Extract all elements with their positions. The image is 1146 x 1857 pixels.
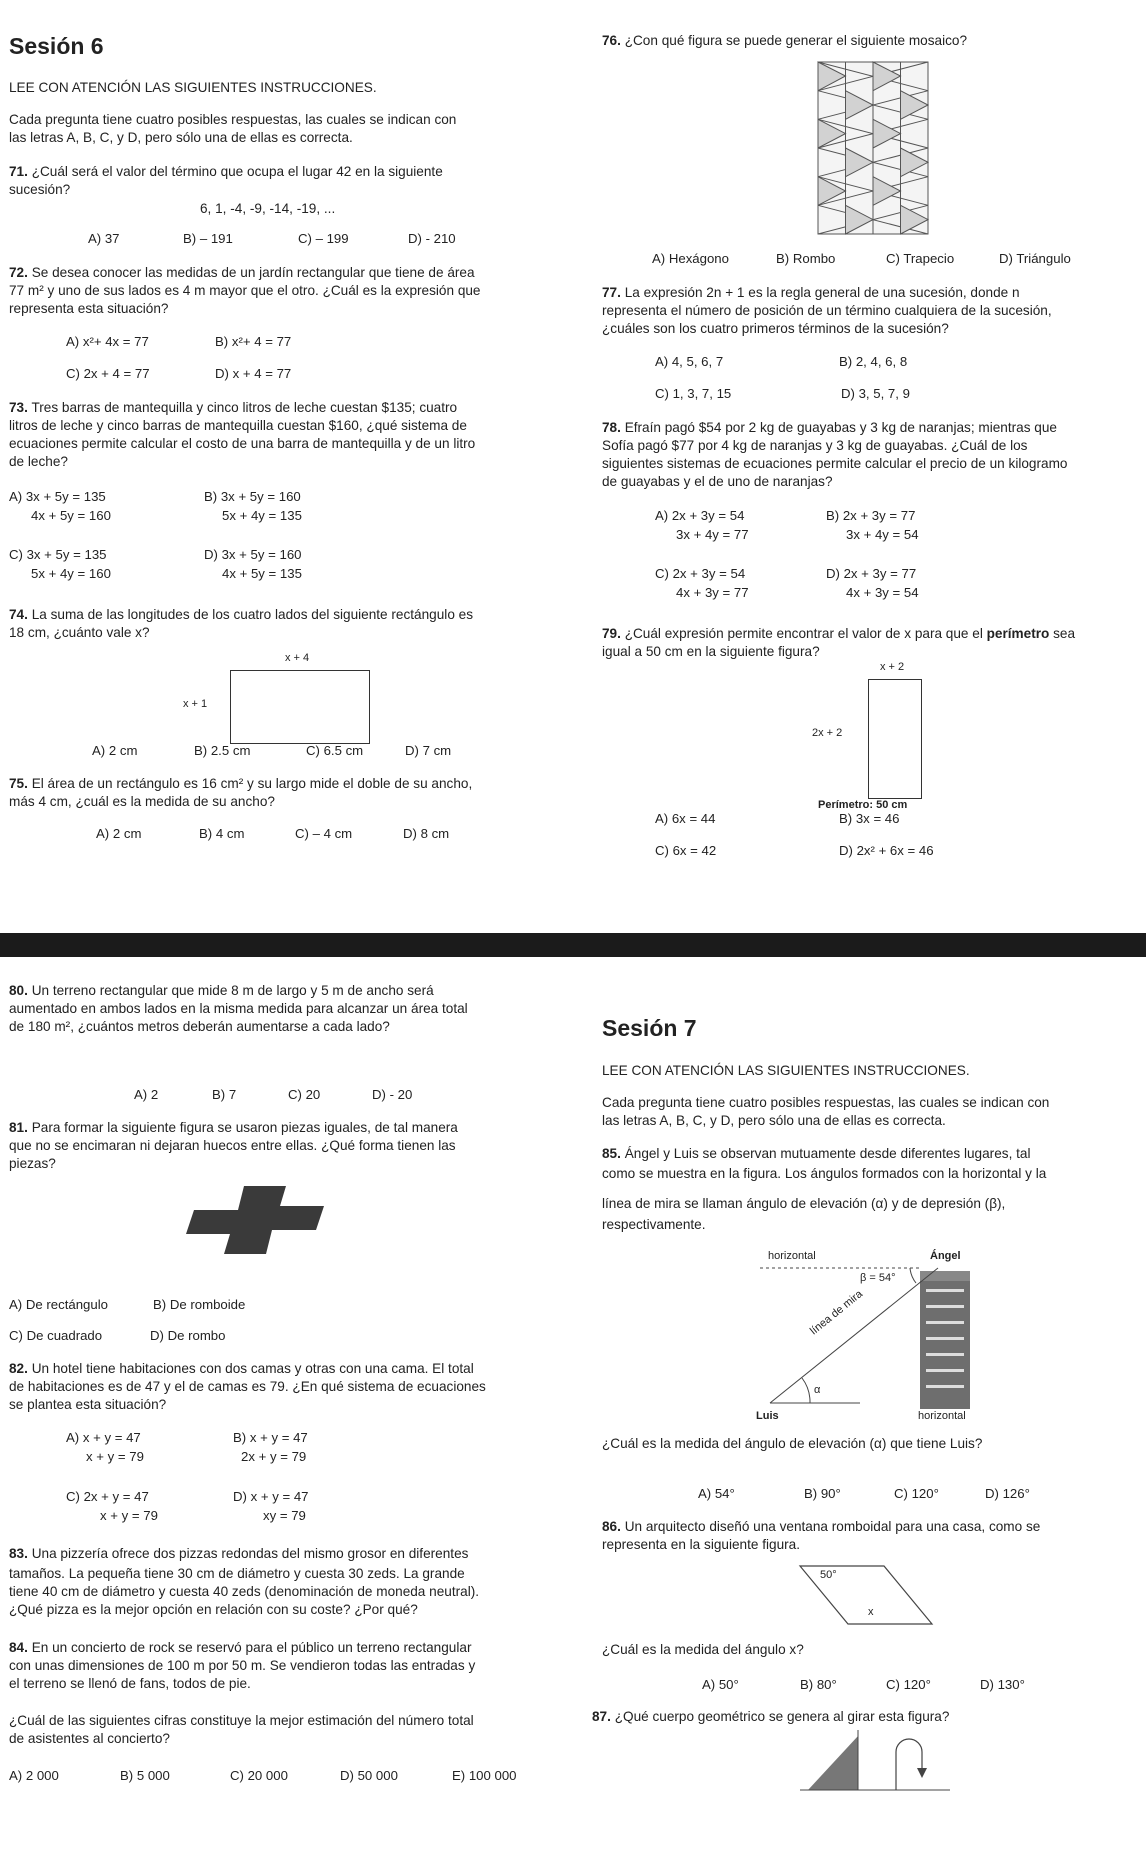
question-87 [592, 1709, 949, 1725]
session6-instructions-heading: LEE CON ATENCIÓN LAS SIGUIENTES INSTRUCCIONES. [9, 80, 377, 95]
option-d-line2: 4x + 5y = 135 [222, 566, 302, 581]
question-76 [602, 33, 967, 49]
question-number: 86. [602, 1519, 621, 1534]
question-number: 80. [9, 983, 28, 998]
question-number: 79. [602, 626, 621, 641]
question-86-line2: representa en la siguiente figura. [602, 1537, 800, 1552]
question-number: 73. [9, 400, 28, 415]
rectangle-figure [868, 679, 922, 799]
question-73-line2: litros de leche y cinco barras de mantequilla cuestan $160, ¿qué sistema de [9, 418, 467, 433]
option-b[interactable]: B) 5 000 [120, 1768, 170, 1783]
rectangle-figure [230, 670, 370, 744]
option-e[interactable]: E) 100 000 [452, 1768, 517, 1783]
question-73-line3: ecuaciones permite calcular el costo de una barra de mantequilla y de un litro [9, 436, 476, 451]
question-number: 81. [9, 1120, 28, 1135]
question-72 [9, 265, 475, 281]
luis-label: Luis [756, 1410, 779, 1422]
option-b[interactable]: B) x + y = 47 [233, 1430, 308, 1445]
horizontal-bottom-label: horizontal [918, 1410, 966, 1422]
question-text-end: sea [1049, 626, 1076, 641]
option-d[interactable]: D) 7 cm [405, 743, 452, 758]
option-b-line2: 5x + 4y = 135 [222, 508, 302, 523]
question-text: La expresión 2n + 1 es la regla general de una sucesión, donde n [624, 285, 1020, 300]
question-82 [9, 1361, 474, 1377]
option-c[interactable]: C) 120° [886, 1677, 931, 1692]
question-82-line2: de habitaciones es de 47 y el de camas es 79. ¿En qué sistema de ecuaciones [9, 1379, 486, 1394]
question-79-line2: igual a 50 cm en la siguiente figura? [602, 644, 820, 659]
question-text: Para formar la siguiente figura se usaron piezas iguales, de tal manera [31, 1120, 458, 1135]
option-c[interactable]: C) 3x + 5y = 135 [9, 547, 107, 562]
question-77-line3: ¿cuáles son los cuatro primeros términos de la sucesión? [602, 321, 949, 336]
question-text: ¿Con qué figura se puede generar el siguiente mosaico? [624, 33, 968, 48]
session7-instructions-heading: LEE CON ATENCIÓN LAS SIGUIENTES INSTRUCCIONES. [602, 1063, 970, 1078]
option-a[interactable]: A) x²+ 4x = 77 [66, 334, 149, 349]
question-number: 84. [9, 1640, 28, 1655]
option-d[interactable]: D) Triángulo [999, 251, 1071, 266]
option-b[interactable]: B) De romboide [153, 1297, 246, 1312]
option-a-line2: x + y = 79 [86, 1449, 144, 1464]
question-number: 77. [602, 285, 621, 300]
question-71-line2: sucesión? [9, 182, 71, 197]
question-text: ¿Cuál será el valor del término que ocupa el lugar 42 en la siguiente [31, 164, 443, 179]
question-number: 87. [592, 1709, 611, 1724]
option-b[interactable]: B) x²+ 4 = 77 [215, 334, 292, 349]
option-c[interactable]: C) 20 [288, 1087, 321, 1102]
question-80 [9, 983, 434, 999]
option-d[interactable]: D) 8 cm [403, 826, 450, 841]
question-text-bold: perímetro [986, 626, 1050, 641]
option-b-line2: 3x + 4y = 54 [846, 527, 919, 542]
question-number: 72. [9, 265, 28, 280]
option-a[interactable]: A) 2 [134, 1087, 159, 1102]
line-of-sight-label: línea de mira [808, 1287, 865, 1338]
question-text: ¿Qué cuerpo geométrico se genera al girar esta figura? [614, 1709, 950, 1724]
option-c[interactable]: C) Trapecio [886, 251, 955, 266]
option-a-line2: 4x + 5y = 160 [31, 508, 111, 523]
option-d[interactable]: D) - 20 [372, 1087, 413, 1102]
page-divider [0, 933, 1146, 957]
question-number: 78. [602, 420, 621, 435]
option-d[interactable]: D) 2x + 3y = 77 [826, 566, 917, 581]
session6-instructions-line2: las letras A, B, C, y D, pero sólo una de ellas es correcta. [9, 130, 353, 145]
session7-instructions-line2: las letras A, B, C, y D, pero sólo una de ellas es correcta. [602, 1113, 946, 1128]
question-84-line2: con unas dimensiones de 100 m por 50 m. Se vendieron todas las entradas y [9, 1658, 476, 1673]
option-a[interactable]: A) 2 cm [92, 743, 138, 758]
option-b[interactable]: B) 80° [800, 1677, 837, 1692]
question-86-question: ¿Cuál es la medida del ángulo x? [602, 1642, 804, 1657]
option-a[interactable]: A) 3x + 5y = 135 [9, 489, 106, 504]
question-81-line3: piezas? [9, 1156, 56, 1171]
option-a[interactable]: A) 4, 5, 6, 7 [655, 354, 724, 369]
question-80-line3: de 180 m², ¿cuántos metros deberán aumentarse a cada lado? [9, 1019, 390, 1034]
option-a[interactable]: A) 2x + 3y = 54 [655, 508, 745, 523]
question-78-line4: de guayabas y el de uno de naranjas? [602, 474, 833, 489]
question-text: El área de un rectángulo es 16 cm² y su largo mide el doble de su ancho, [31, 776, 473, 791]
question-75 [9, 776, 472, 792]
option-b[interactable]: B) 3x = 46 [839, 811, 900, 826]
question-73-line4: de leche? [9, 454, 68, 469]
x-angle-label: x [868, 1606, 874, 1618]
question-77 [602, 285, 1020, 301]
question-84-line4: ¿Cuál de las siguientes cifras constituye la mejor estimación del número total [9, 1713, 474, 1728]
option-b[interactable]: B) – 191 [183, 231, 233, 246]
session6-title: Sesión 6 [9, 33, 104, 59]
parallelogram-figure [182, 1182, 332, 1262]
question-73 [9, 400, 457, 416]
option-c[interactable]: C) – 4 cm [295, 826, 353, 841]
option-b-line2: 2x + y = 79 [241, 1449, 307, 1464]
question-85-line3: línea de mira se llaman ángulo de elevación (α) y de depresión (β), [602, 1196, 1006, 1211]
option-d[interactable]: D) 2x² + 6x = 46 [839, 843, 934, 858]
question-text: Ángel y Luis se observan mutuamente desde diferentes lugares, tal [624, 1146, 1031, 1161]
question-86 [602, 1519, 1040, 1535]
question-75-line2: más 4 cm, ¿cuál es la medida de su ancho? [9, 794, 275, 809]
question-83-line3: tiene 40 cm de diámetro y cuesta 40 zeds (denominación de moneda neutral). [9, 1584, 480, 1599]
question-number: 83. [9, 1546, 28, 1561]
angle-label: 50° [820, 1569, 837, 1581]
question-78-line2: Sofía pagó $77 por 4 kg de naranjas y 3 kg de guayabas. ¿Cuál de los [602, 438, 1028, 453]
option-a[interactable]: A) 50° [702, 1677, 739, 1692]
option-a[interactable]: A) x + y = 47 [66, 1430, 141, 1445]
option-b[interactable]: B) 7 [212, 1087, 237, 1102]
question-85-line4: respectivamente. [602, 1217, 706, 1232]
rectangle-top-label: x + 2 [880, 661, 905, 673]
question-number: 82. [9, 1361, 28, 1376]
alpha-label: α [814, 1384, 821, 1396]
perimeter-label: Perímetro: 50 cm [818, 799, 908, 811]
option-c[interactable]: C) 6.5 cm [306, 743, 364, 758]
option-a[interactable]: A) De rectángulo [9, 1297, 108, 1312]
option-d[interactable]: D) x + 4 = 77 [215, 366, 292, 381]
option-d[interactable]: D) 50 000 [340, 1768, 398, 1783]
option-a[interactable]: A) 6x = 44 [655, 811, 716, 826]
mosaic-figure [818, 62, 928, 234]
option-c-line2: 5x + 4y = 160 [31, 566, 111, 581]
question-81 [9, 1120, 458, 1136]
option-c[interactable]: C) 2x + y = 47 [66, 1489, 149, 1504]
question-71-sequence: 6, 1, -4, -9, -14, -19, ... [200, 201, 336, 216]
option-d[interactable]: D) De rombo [150, 1328, 226, 1343]
question-78-line3: siguientes sistemas de ecuaciones permite calcular el precio de un kilogramo [602, 456, 1068, 471]
option-c-line2: 4x + 3y = 77 [676, 585, 749, 600]
option-c[interactable]: C) De cuadrado [9, 1328, 103, 1343]
option-c[interactable]: C) – 199 [298, 231, 349, 246]
option-c[interactable]: C) 6x = 42 [655, 843, 717, 858]
question-text: Se desea conocer las medidas de un jardín rectangular que tiene de área [31, 265, 475, 280]
question-number: 85. [602, 1146, 621, 1161]
question-text: Una pizzería ofrece dos pizzas redondas del mismo grosor en diferentes [31, 1546, 469, 1561]
question-text: Un terreno rectangular que mide 8 m de largo y 5 m de ancho será [31, 983, 434, 998]
option-d[interactable]: D) 130° [980, 1677, 1025, 1692]
rectangle-side-label: 2x + 2 [812, 727, 843, 739]
option-c-line2: x + y = 79 [100, 1508, 158, 1523]
option-d[interactable]: D) 3x + 5y = 160 [204, 547, 302, 562]
question-79 [602, 626, 1075, 642]
option-a[interactable]: A) 2 000 [9, 1768, 59, 1783]
session7-title: Sesión 7 [602, 1015, 697, 1041]
question-72-line2: 77 m² y uno de sus lados es 4 m mayor que el otro. ¿Cuál es la expresión que [9, 283, 481, 298]
option-c[interactable]: C) 20 000 [230, 1768, 288, 1783]
question-74 [9, 607, 473, 623]
question-85-question: ¿Cuál es la medida del ángulo de elevación (α) que tiene Luis? [602, 1436, 983, 1451]
option-d-line2: 4x + 3y = 54 [846, 585, 919, 600]
question-text: La suma de las longitudes de los cuatro lados del siguiente rectángulo es [31, 607, 474, 622]
question-text: Tres barras de mantequilla y cinco litros de leche cuestan $135; cuatro [31, 400, 458, 415]
question-74-line2: 18 cm, ¿cuánto vale x? [9, 625, 150, 640]
option-b[interactable]: B) 2x + 3y = 77 [826, 508, 916, 523]
question-83-line4: ¿Qué pizza es la mejor opción en relación con su coste? ¿Por qué? [9, 1602, 418, 1617]
option-a[interactable]: A) Hexágono [652, 251, 729, 266]
question-83 [9, 1546, 468, 1562]
revolution-figure [790, 1724, 960, 1792]
question-77-line2: representa el número de posición de un término cualquiera de la sucesión, [602, 303, 1052, 318]
question-84-line3: el terreno se llenó de fans, todos de pie. [9, 1676, 251, 1691]
option-b[interactable]: B) 4 cm [199, 826, 245, 841]
question-80-line2: aumentado en ambos lados en la misma medida para alcanzar un área total [9, 1001, 468, 1016]
question-text: Efraín pagó $54 por 2 kg de guayabas y 3 kg de naranjas; mientras que [624, 420, 1057, 435]
question-text: ¿Cuál expresión permite encontrar el valor de x para que el [624, 626, 987, 641]
option-a[interactable]: A) 37 [88, 231, 120, 246]
question-number: 75. [9, 776, 28, 791]
option-b[interactable]: B) 2, 4, 6, 8 [839, 354, 908, 369]
question-83-line2: tamaños. La pequeña tiene 30 cm de diámetro y cuesta 30 zeds. La grande [9, 1566, 465, 1581]
option-d[interactable]: D) - 210 [408, 231, 456, 246]
option-a-line2: 3x + 4y = 77 [676, 527, 749, 542]
option-c[interactable]: C) 120° [894, 1486, 939, 1501]
option-c[interactable]: C) 2x + 3y = 54 [655, 566, 746, 581]
question-number: 71. [9, 164, 28, 179]
option-b[interactable]: B) 2.5 cm [194, 743, 251, 758]
angel-label: Ángel [930, 1250, 961, 1262]
session6-instructions-line1: Cada pregunta tiene cuatro posibles respuestas, las cuales se indican con [9, 112, 457, 127]
horizontal-top-label: horizontal [768, 1250, 816, 1262]
question-72-line3: representa esta situación? [9, 301, 169, 316]
question-78 [602, 420, 1057, 436]
beta-label: β = 54° [860, 1272, 896, 1284]
question-82-line3: se plantea esta situación? [9, 1397, 167, 1412]
question-84-line5: de asistentes al concierto? [9, 1731, 170, 1746]
option-a[interactable]: A) 2 cm [96, 826, 142, 841]
option-b[interactable]: B) Rombo [776, 251, 836, 266]
question-number: 76. [602, 33, 621, 48]
option-d[interactable]: D) x + y = 47 [233, 1489, 309, 1504]
question-number: 74. [9, 607, 28, 622]
rectangle-top-label: x + 4 [285, 652, 310, 664]
question-81-line2: que no se encimaran ni dejaran huecos entre ellas. ¿Qué forma tienen las [9, 1138, 456, 1153]
session7-instructions-line1: Cada pregunta tiene cuatro posibles respuestas, las cuales se indican con [602, 1095, 1050, 1110]
option-d[interactable]: D) 3, 5, 7, 9 [841, 386, 910, 401]
option-b[interactable]: B) 90° [804, 1486, 841, 1501]
option-b[interactable]: B) 3x + 5y = 160 [204, 489, 301, 504]
question-85 [602, 1146, 1030, 1162]
option-c[interactable]: C) 2x + 4 = 77 [66, 366, 150, 381]
option-d[interactable]: D) 126° [985, 1486, 1030, 1501]
question-text: En un concierto de rock se reservó para el público un terreno rectangular [31, 1640, 472, 1655]
question-85-line2: como se muestra en la figura. Los ángulos formados con la horizontal y la [602, 1166, 1047, 1181]
option-a[interactable]: A) 54° [698, 1486, 735, 1501]
rectangle-side-label: x + 1 [183, 698, 208, 710]
question-84 [9, 1640, 471, 1656]
question-text: Un arquitecto diseñó una ventana romboidal para una casa, como se [624, 1519, 1041, 1534]
question-text: Un hotel tiene habitaciones con dos camas y otras con una cama. El total [31, 1361, 474, 1376]
question-71 [9, 164, 443, 180]
option-c[interactable]: C) 1, 3, 7, 15 [655, 386, 732, 401]
option-d-line2: xy = 79 [263, 1508, 306, 1523]
